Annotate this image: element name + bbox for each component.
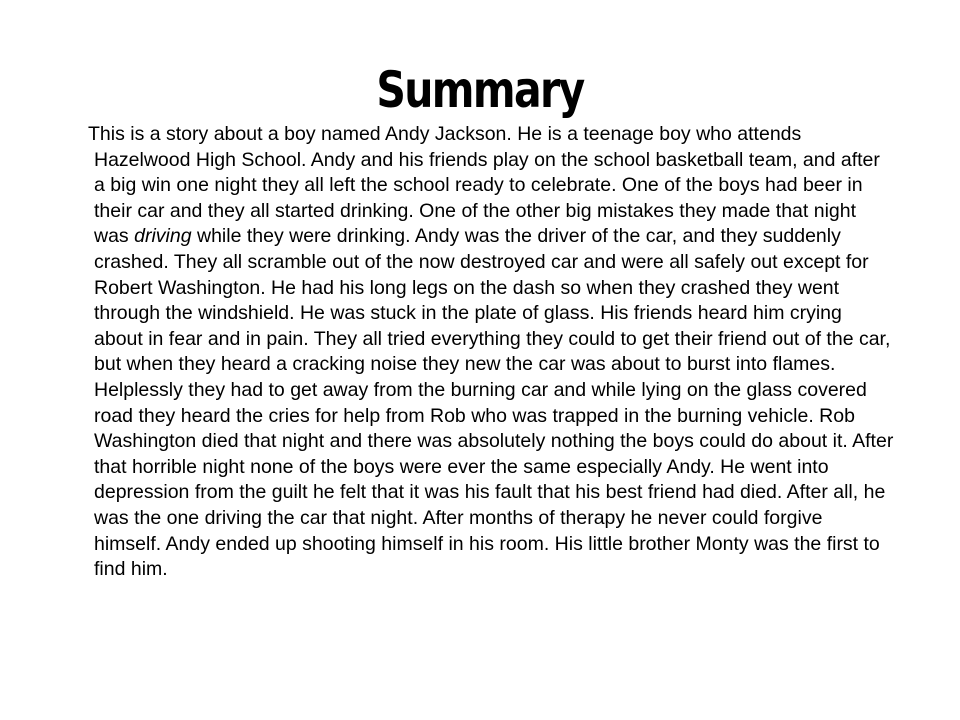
summary-text-part-1: This is a story about a boy named Andy Jackson. He is a teenage boy who attends Hazelwood High School. Andy and his friends play on the school basketball team, and after a big win one night they all left the school ready to celebrate. One of the boys had beer in their car and they all started drinking. One of the other big mistakes they made that night was	[88, 123, 880, 248]
summary-text-part-2: while they were drinking. Andy was the driver of the car, and they suddenly crashed. They all scramble out of the now destroyed car and were all safely out except for Robert Washington. He had his long legs on the dash so when they crashed they went through the windshield. He was stuck in the plate of glass. His friends heard him crying about in fear and in pain. They all tried everything they could to get their friend out of the car, but when they heard a cracking noise they new the car was about to burst into flames. Helplessly they had to get away from the burning car and while lying on the glass covered road they heard the cries for help from Rob who was trapped in the burning vehicle. Rob Washington died that night and there was absolutely nothing the boys could do about it. After that horrible night none of the boys were ever the same especially Andy. He went into depression from the guilt he felt that it was his fault that his best friend had died. After all, he was the one driving the car that night. After months of therapy he never could forgive himself. Andy ended up shooting himself in his room. His little brother Monty was the first to find him.	[94, 225, 894, 581]
summary-emphasis: driving	[134, 225, 192, 248]
slide-title: Summary	[376, 61, 584, 119]
summary-paragraph	[88, 122, 894, 583]
